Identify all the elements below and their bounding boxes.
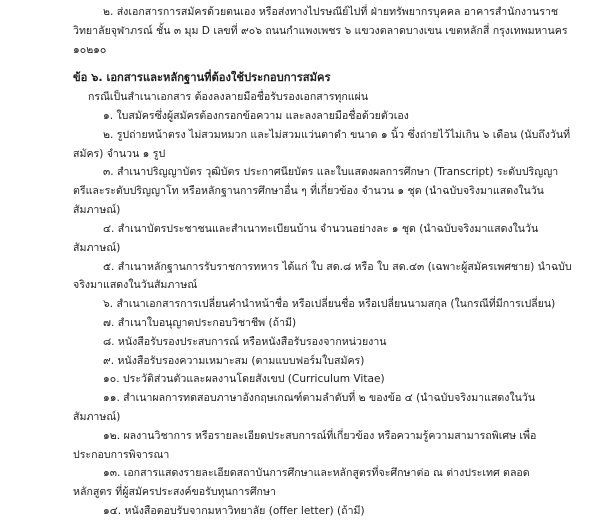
list-item-11-continuation: สัมภาษณ์): [73, 410, 121, 423]
list-item-10: ๑๐. ประวัติส่วนตัวและผลงานโดยสังเขป (Curriculum Vitae): [103, 373, 385, 386]
list-item-4-continuation: สัมภาษณ์): [73, 241, 121, 254]
list-item-14: ๑๔. หนังสือตอบรับจากมหาวิทยาลัย (offer letter) (ถ้ามี): [103, 505, 365, 517]
list-item-1: ๑. ใบสมัครซึ่งผู้สมัครต้องกรอกข้อความ และลงลายมือชื่อด้วยตัวเอง: [103, 110, 409, 123]
list-item-11: ๑๑. สำเนาผลการทดสอบภาษาอังกฤษเกณฑ์ตามลำดับที่ ๒ ของข้อ ๔ (นำฉบับจริงมาแสดงในวัน: [103, 392, 536, 405]
list-item-3: ๓. สำเนาปริญญาบัตร วุฒิบัตร ประกาศนียบัตร และใบแสดงผลการศึกษา (Transcript) ระดับปริญญา: [103, 166, 559, 179]
list-item-12: ๑๒. ผลงานวิชาการ หรือรายละเอียดประสบการณ์ที่เกี่ยวข้อง หรือความรู้ความสามารถพิเศษ เพื่อ: [103, 429, 537, 442]
section-note: กรณีเป็นสำเนาเอกสาร ต้องลงลายมือชื่อรับรองเอกสารทุกแผ่น: [88, 91, 369, 104]
list-item-13-continuation: หลักสูตร ที่ผู้สมัครประสงค์ขอรับทุนการศึกษา: [73, 486, 276, 499]
section-heading: ข้อ ๖. เอกสารและหลักฐานที่ต้องใช้ประกอบการสมัคร: [73, 71, 331, 85]
list-item-2: ๒. รูปถ่ายหน้าตรง ไม่สวมหมวก และไม่สวมแว่นตาดำ ขนาด ๑ นิ้ว ซึ่งถ่ายไว้ไม่เกิน ๖ เดือน (นับถึงวันที่: [103, 128, 571, 141]
list-item-9: ๙. หนังสือรับรองความเหมาะสม (ตามแบบฟอร์มใบสมัคร): [103, 354, 365, 367]
intro-paragraph-line: วิทยาลัยจุฬาภรณ์ ชั้น ๓ มุม D เลขที่ ๙๐๖ ถนนกำแพงเพชร ๖ แขวงตลาดบางเขน เขตหลักสี่ กรุงเทพมหานคร: [73, 24, 568, 37]
list-item-7: ๗. สำเนาใบอนุญาตประกอบวิชาชีพ (ถ้ามี): [103, 316, 297, 329]
intro-paragraph-line: ๒. ส่งเอกสารการสมัครด้วยตนเอง หรือส่งทางไปรษณีย์ไปที่ ฝ่ายทรัพยากรบุคคล อาคารสำนักงานราช: [103, 6, 559, 18]
list-item-3-continuation: ตรีและระดับปริญญาโท หรือหลักฐานการศึกษาอื่น ๆ ที่เกี่ยวข้อง จำนวน ๑ ชุด (นำฉบับจริงมาแสดงในวัน: [73, 185, 544, 198]
intro-paragraph-line: ๑๐๒๑๐: [73, 43, 107, 56]
list-item-8: ๘. หนังสือรับรองประสบการณ์ หรือหนังสือรับรองจากหน่วยงาน: [103, 335, 387, 348]
list-item-5: ๕. สำเนาหลักฐานการรับราชการทหาร ได้แก่ ใบ สด.๘ หรือ ใบ สด.๔๓ (เฉพาะผู้สมัครเพศชาย) นำฉบับ: [103, 260, 572, 273]
list-item-5-continuation: จริงมาแสดงในวันสัมภาษณ์: [73, 279, 198, 292]
list-item-2-continuation: สมัคร) จำนวน ๑ รูป: [73, 147, 166, 160]
list-item-6: ๖. สำเนาเอกสารการเปลี่ยนคำนำหน้าชื่อ หรือเปลี่ยนชื่อ หรือเปลี่ยนนามสกุล (ในกรณีที่มีการเปลี่ยน): [103, 298, 556, 311]
list-item-3-continuation: สัมภาษณ์): [73, 204, 121, 217]
list-item-4: ๔. สำเนาบัตรประชาชนและสำเนาทะเบียนบ้าน จำนวนอย่างละ ๑ ชุด (นำฉบับจริงมาแสดงในวัน: [103, 222, 539, 235]
list-item-13: ๑๓. เอกสารแสดงรายละเอียดสถาบันการศึกษาและหลักสูตรที่จะศึกษาต่อ ณ ต่างประเทศ ตลอด: [103, 467, 530, 480]
list-item-12-continuation: ประกอบการพิจารณา: [73, 448, 170, 461]
